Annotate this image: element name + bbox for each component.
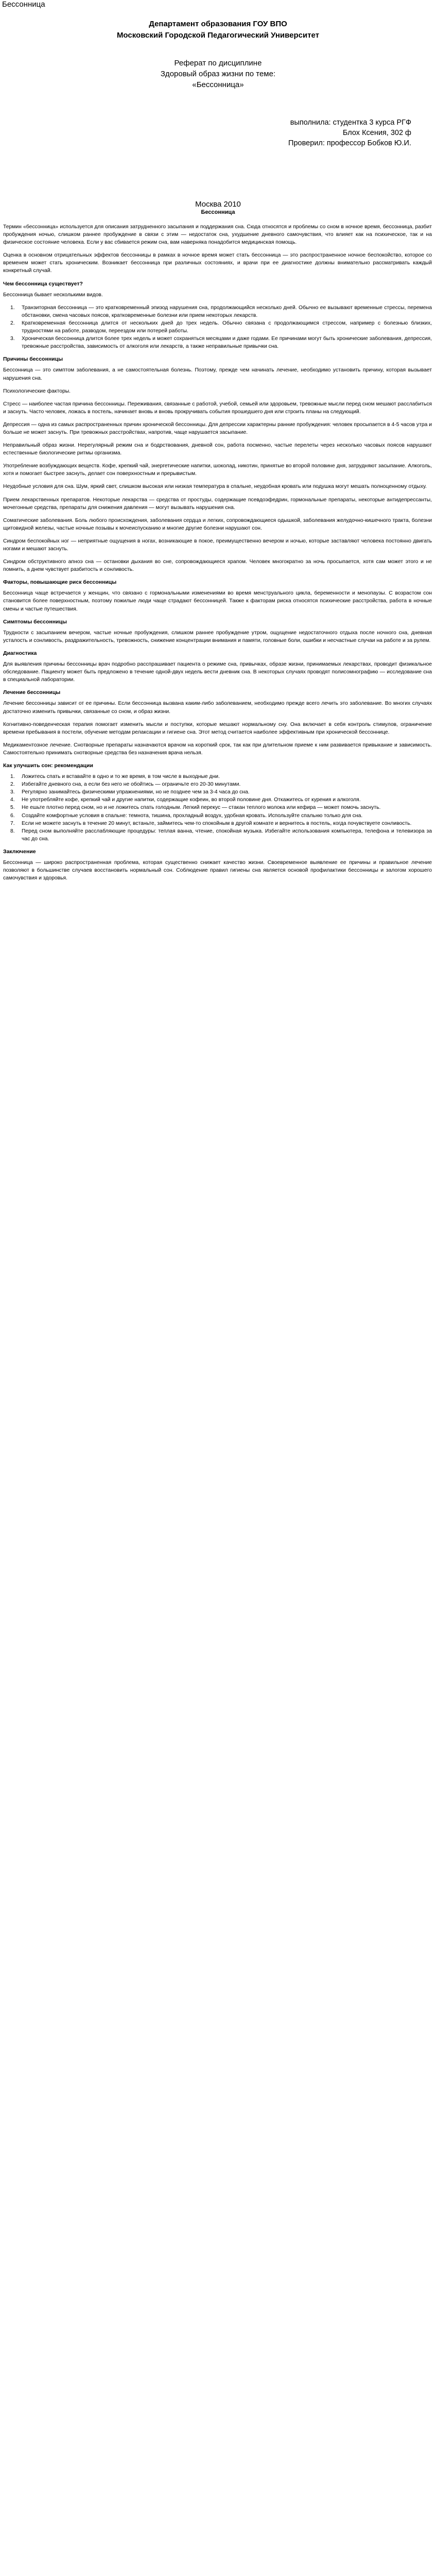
paragraph: Лечение бессонницы зависит от ее причины. Если бессонница вызвана каким-либо заболеванием, необходимо прежде всего лечить это заболевание. Во многих случаях достаточно изменить привычки, связанные со сном, и образ жизни.: [3, 701, 432, 715]
list-item-number: 3.: [10, 789, 15, 795]
department-heading: Департамент образования ГОУ ВПО: [149, 20, 287, 28]
paragraph: Употребление возбуждающих веществ. Кофе, крепкий чай, энергетические напитки, шоколад, никотин, принятые во второй половине дня, затрудняют засыпание. Алкоголь, хотя и помогает быстрее заснуть, делает сон поверхностным и прерывистым.: [3, 463, 432, 477]
list-item-text: Если не можете заснуть в течение 20 минут, встаньте, займитесь чем-то спокойным в другой комнате и вернитесь в постель, когда почувствуете сонливость.: [22, 820, 412, 826]
paragraph: Синдром обструктивного апноэ сна — остановки дыхания во сне, сопровождающиеся храпом. Человек многократно за ночь просыпается, хотя сам может этого и не помнить, а днем чувствует разбитость и сонливость.: [3, 559, 432, 573]
list-item-number: 8.: [10, 828, 15, 834]
list-item: [10, 773, 432, 781]
numbered-list: [3, 773, 432, 843]
paragraph: Трудности с засыпанием вечером, частые ночные пробуждения, слишком раннее пробуждение утром, ощущение недостаточного отдыха после ночного сна, дневная усталость и сонливость, раздражительность, тревожность, снижение концентрации внимания и памяти, головные боли, ошибки и несчастные случаи на работе и за рулем.: [3, 630, 432, 643]
paragraph: Прием лекарственных препаратов. Некоторые лекарства — средства от простуды, содержащие псевдоэфедрин, гормональные препараты, некоторые антидепрессанты, мочегонные средства, препараты для снижения давления — могут вызывать нарушения сна.: [3, 497, 432, 511]
paragraph: Синдром беспокойных ног — неприятные ощущения в ногах, возникающие в покое, преимущественно вечером и ночью, которые заставляют человека постоянно двигать ногами и мешают заснуть.: [3, 538, 432, 552]
numbered-list: [3, 304, 432, 351]
list-item-number: 6.: [10, 812, 15, 819]
paragraph: Бессонница — широко распространенная проблема, которая существенно снижает качество жизни. Своевременное выявление ее причины и правильное лечение позволяют в большинстве случаев восстановить нормальный сон. Соблюдение правил гигиены сна является основой профилактики бессонницы и залогом хорошего самочувствия и здоровья.: [3, 860, 432, 882]
essay-body: [3, 223, 432, 887]
section-title: Как улучшить сон: рекомендации: [3, 762, 93, 769]
section-title: Заключение: [3, 848, 36, 855]
list-item: [10, 827, 432, 843]
list-item-number: 5.: [10, 805, 15, 811]
list-item: [10, 781, 432, 788]
section-title: Причины бессонницы: [3, 356, 63, 363]
section-title: Симптомы бессонницы: [3, 618, 67, 625]
checker-line: Проверил: профессор Бобков Ю.И.: [288, 139, 411, 147]
paragraph: Оценка в основном отрицательных эффектов бессонницы в рамках в ночное время может стать бессонница — это распространенное ночное беспокойство, которое со временем может стать хроническим. Возникает бессонница при различных состояниях, и врачи при ее диагностике должны внимательно рассматривать каждый конкретный случай.: [3, 252, 432, 274]
list-item-text: Регулярно занимайтесь физическими упражнениями, но не позднее чем за 3-4 часа до сна.: [22, 789, 250, 795]
list-item-text: Создайте комфортные условия в спальне: темнота, тишина, прохладный воздух, удобная кровать. Используйте спальню только для сна.: [22, 812, 363, 819]
paragraph: Когнитивно-поведенческая терапия помогает изменить мысли и поступки, которые мешают нормальному сну. Она включает в себя контроль стимулов, ограничение времени пребывания в постели, обучение методам релаксации и гигиене сна. Этот метод считается наиболее эффективным при хронической бессоннице.: [3, 721, 432, 735]
list-item: [10, 335, 432, 350]
list-item-text: Избегайте дневного сна, а если без него не обойтись — ограничьте его 20-30 минутами.: [22, 782, 241, 788]
list-item: [10, 788, 432, 796]
section-title: Диагностика: [3, 650, 37, 656]
paragraph: Психологические факторы.: [3, 388, 71, 394]
document-topline: Бессонница: [2, 0, 45, 9]
list-item-text: Перед сном выполняйте расслабляющие процедуры: теплая ванна, чтение, спокойная музыка. Избегайте использования компьютера, телефона и телевизора за час до сна.: [22, 828, 432, 842]
section-heading: Бессонница: [201, 209, 235, 215]
list-item: [10, 319, 432, 335]
paragraph: Депрессия — одна из самых распространенных причин хронической бессонницы. Для депрессии характерны ранние пробуждения: человек просыпается в 4-5 часов утра и больше не может заснуть. При тревожных расстройствах, напротив, чаще нарушается засыпание.: [3, 421, 432, 435]
paragraph: Бессонница чаще встречается у женщин, что связано с гормональными изменениями во время менструального цикла, беременности и менопаузы. С возрастом сон становится более поверхностным, поэтому пожилые люди чаще страдают бессонницей. Также к факторам риска относятся психические расстройства, работа в ночные смены и частые путешествия.: [3, 590, 432, 612]
section-title: Чем бессонница существует?: [3, 280, 83, 287]
paragraph: Соматические заболевания. Боль любого происхождения, заболевания сердца и легких, сопровождающиеся одышкой, заболевания желудочно-кишечного тракта, болезни щитовидной железы, частые ночные позывы к мочеиспусканию и многие другие болезни нарушают сон.: [3, 517, 432, 531]
list-item-text: Не употребляйте кофе, крепкий чай и другие напитки, содержащие кофеин, во второй половине дня. Откажитесь от курения и алкоголя.: [22, 797, 361, 803]
paragraph: Для выявления причины бессонницы врач подробно расспрашивает пациента о режиме сна, привычках, образе жизни, принимаемых лекарствах, проводит физикальное обследование. Пациенту может быть предложено в течение одной-двух недель вести дневник сна. В некоторых случаях проводят полисомнографию — исследование сна в специальной лаборатории.: [3, 662, 432, 683]
list-item: [10, 804, 432, 811]
university-heading: Московский Городской Педагогический Университет: [116, 31, 320, 40]
student-line: выполнила: студентка 3 курса РГФ: [290, 118, 411, 127]
section-title: Факторы, повышающие риск бессонницы: [3, 579, 117, 586]
essay-title-line2: Здоровый образ жизни по теме:: [160, 70, 276, 78]
paragraph: Неправильный образ жизни. Нерегулярный режим сна и бодрствования, дневной сон, работа посменно, частые перелеты через несколько часовых поясов нарушают естественные биологические ритмы организма.: [3, 443, 432, 456]
paragraph: Неудобные условия для сна. Шум, яркий свет, слишком высокая или низкая температура в спальне, неудобная кровать или подушка могут мешать полноценному отдыху.: [3, 484, 427, 490]
paragraph: Термин «бессонница» используется для описания затрудненного засыпания и поддержания сна. Сюда относятся и проблемы со сном в ночное время, бессонница, разбит пробуждения ночью, слишком раннее пробуждение в связи с этим — недостаток сна, ухудшение дневного самочувствия, что влияет как на психическое, так и на физическое состояние человека. Если у вас сбивается режим сна, вам наверняка понадобится медицинская помощь.: [3, 224, 432, 246]
list-item-number: 2.: [10, 320, 15, 326]
essay-title-line3: «Бессонница»: [192, 80, 244, 89]
list-item-text: Транзиторная бессонница — это кратковременный эпизод нарушения сна, продолжающийся несколько дней. Обычно ее вызывают временные стрессы, перемена обстановки, смена часовых поясов, кратковременные болезни или прием некоторых лекарств.: [22, 304, 432, 318]
paragraph: Бессонница — это симптом заболевания, а не самостоятельная болезнь. Поэтому, прежде чем начинать лечение, необходимо установить причину, которая вызывает нарушения сна.: [3, 367, 432, 381]
city-year: Москва 2010: [195, 200, 241, 209]
list-item-number: 2.: [10, 782, 15, 788]
author-block: [0, 117, 436, 148]
list-item-number: 1.: [10, 304, 15, 311]
paragraph: Стресс — наиболее частая причина бессонницы. Переживания, связанные с работой, учебой, семьей или здоровьем, тревожные мысли перед сном мешают расслабиться и заснуть. Часто человек, ложась в постель, начинает вновь и вновь прокручивать события прошедшего дня или строить планы на следующий.: [3, 401, 432, 415]
list-item-number: 4.: [10, 797, 15, 803]
list-item: [10, 796, 432, 804]
section-title: Лечение бессонницы: [3, 689, 61, 696]
list-item-text: Не ешьте плотно перед сном, но и не ложитесь спать голодным. Легкий перекус — стакан теплого молока или кефира — может помочь заснуть.: [22, 805, 381, 811]
list-item: [10, 820, 432, 827]
essay-title-line1: Реферат по дисциплине: [174, 59, 262, 67]
student-name-line: Блох Ксения, 302 ф: [342, 129, 411, 137]
list-item: [10, 304, 432, 319]
list-item-text: Ложитесь спать и вставайте в одно и то же время, в том числе в выходные дни.: [22, 774, 220, 780]
list-item-number: 1.: [10, 774, 15, 780]
list-item-text: Кратковременная бессонница длится от нескольких дней до трех недель. Обычно связана с продолжающимся стрессом, например с болезнью близких, трудностями на работе, разводом, переездом или потерей работы.: [22, 320, 432, 334]
paragraph: Медикаментозное лечение. Снотворные препараты назначаются врачом на короткий срок, так как при длительном приеме к ним развивается привыкание и зависимость. Самостоятельно принимать снотворные средства без назначения врача нельзя.: [3, 742, 432, 756]
list-item-text: Хроническая бессонница длится более трех недель и может сохраняться месяцами и даже годами. Ее причинами могут быть хронические заболевания, депрессия, тревожные расстройства, зависимость от алкоголя или лекарств, а также неправильные привычки сна.: [22, 336, 432, 350]
list-item-number: 3.: [10, 336, 15, 342]
paragraph: Бессонница бывает несколькими видов.: [3, 292, 103, 298]
list-item: [10, 812, 432, 820]
list-item-number: 7.: [10, 820, 15, 826]
